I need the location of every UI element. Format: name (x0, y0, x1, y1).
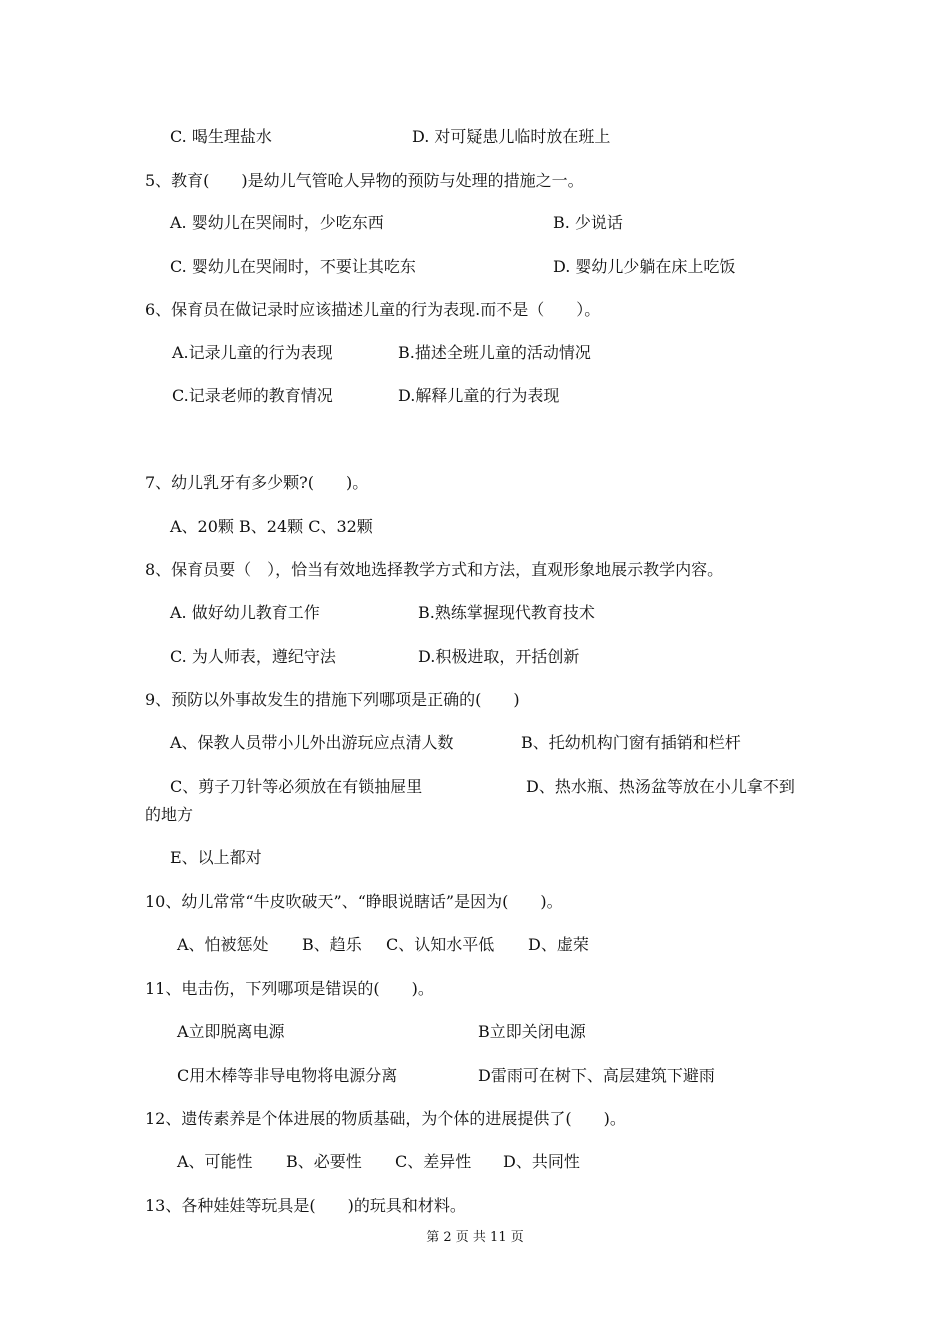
option-10c: C、认知水平低 (386, 935, 495, 954)
option-4c: C. 喝生理盐水 (170, 127, 272, 146)
question-8: 8、保育员要（ ），恰当有效地选择教学方式和方法，直观形象地展示教学内容。 (145, 560, 724, 579)
question-5: 5、教育( )是幼儿气管呛人异物的预防与处理的措施之一。 (145, 171, 584, 190)
option-9d-continued: 的地方 (145, 805, 194, 824)
option-9c: C、剪子刀针等必须放在有锁抽屉里 (170, 777, 423, 796)
page-footer: 第 2 页 共 11 页 (426, 1230, 524, 1245)
question-7: 7、幼儿乳牙有多少颗?( )。 (145, 473, 369, 492)
option-11a: A立即脱离电源 (177, 1022, 285, 1041)
option-12a: A、可能性 (177, 1152, 253, 1171)
question-6: 6、保育员在做记录时应该描述儿童的行为表现.而不是（ ）。 (145, 300, 601, 319)
option-9e: E、以上都对 (170, 848, 262, 867)
option-8d: D.积极进取，开括创新 (418, 647, 580, 666)
option-8c: C. 为人师表，遵纪守法 (170, 647, 336, 666)
option-5d: D. 婴幼儿少躺在床上吃饭 (553, 257, 736, 276)
option-6d: D.解释儿童的行为表现 (398, 386, 560, 405)
option-5a: A. 婴幼儿在哭闹时，少吃东西 (170, 213, 384, 232)
option-11d: D雷雨可在树下、高层建筑下避雨 (478, 1066, 715, 1085)
option-11b: B立即关闭电源 (478, 1022, 586, 1041)
option-12d: D、共同性 (503, 1152, 580, 1171)
question-11: 11、电击伤，下列哪项是错误的( )。 (145, 979, 434, 998)
option-12b: B、必要性 (286, 1152, 362, 1171)
option-10d: D、虚荣 (528, 935, 589, 954)
option-9d: D、热水瓶、热汤盆等放在小儿拿不到 (526, 777, 795, 796)
question-13: 13、各种娃娃等玩具是( )的玩具和材料。 (145, 1196, 466, 1215)
question-12: 12、遗传素养是个体进展的物质基础，为个体的进展提供了( )。 (145, 1109, 626, 1128)
option-6b: B.描述全班儿童的活动情况 (398, 343, 591, 362)
option-5b: B. 少说话 (553, 213, 623, 232)
question-9: 9、预防以外事故发生的措施下列哪项是正确的( ) (145, 690, 520, 709)
options-7: A、20颗 B、24颗 C、32颗 (170, 517, 373, 536)
option-10a: A、怕被惩处 (177, 935, 269, 954)
option-6c: C.记录老师的教育情况 (172, 386, 333, 405)
option-8a: A. 做好幼儿教育工作 (170, 603, 320, 622)
option-4d: D. 对可疑患儿临时放在班上 (412, 127, 611, 146)
option-11c: C用木棒等非导电物将电源分离 (177, 1066, 398, 1085)
option-10b: B、趋乐 (302, 935, 362, 954)
option-9a: A、保教人员带小儿外出游玩应点清人数 (170, 733, 454, 752)
option-8b: B.熟练掌握现代教育技术 (418, 603, 595, 622)
option-5c: C. 婴幼儿在哭闹时，不要让其吃东 (170, 257, 416, 276)
option-6a: A.记录儿童的行为表现 (172, 343, 333, 362)
option-9b: B、托幼机构门窗有插销和栏杆 (521, 733, 741, 752)
question-10: 10、幼儿常常“牛皮吹破天”、“睁眼说瞎话”是因为( )。 (145, 892, 563, 911)
option-12c: C、差异性 (395, 1152, 472, 1171)
